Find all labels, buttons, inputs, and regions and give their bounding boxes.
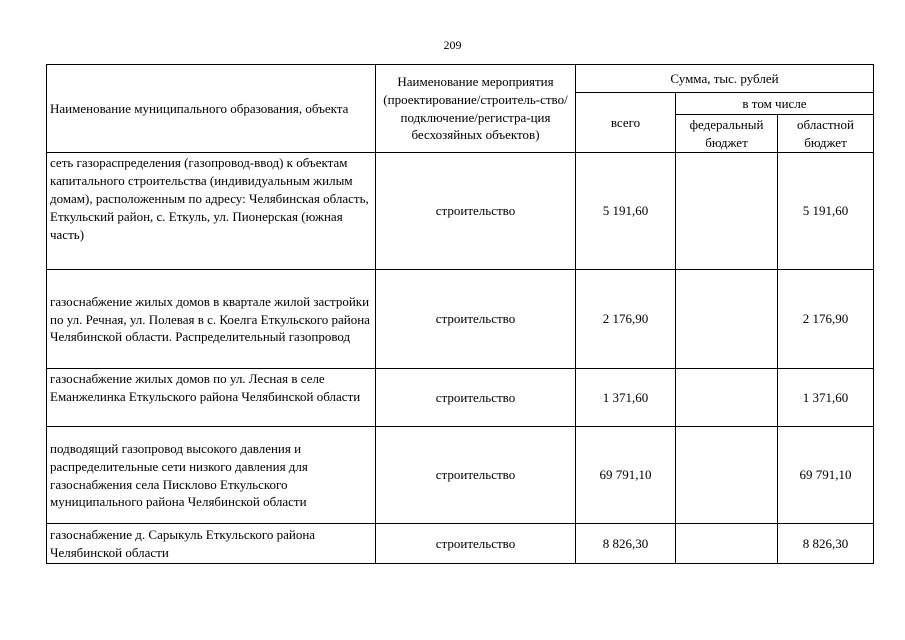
regional-cell: 5 191,60 [778, 153, 874, 270]
federal-cell [676, 270, 778, 369]
event-cell: строительство [376, 427, 576, 524]
federal-cell [676, 369, 778, 427]
object-name-cell: газоснабжение жилых домов по ул. Лесная в селе Еманжелинка Еткульского района Челябинской области [47, 369, 376, 427]
header-sum-cell: Сумма, тыс. рублей [576, 65, 874, 93]
total-cell: 8 826,30 [576, 524, 676, 564]
object-name-cell: подводящий газопровод высокого давления и распределительные сети низкого давления для газоснабжения села Пискловo Еткульского муниципального района Челябинской области [47, 427, 376, 524]
regional-cell: 1 371,60 [778, 369, 874, 427]
regional-cell: 2 176,90 [778, 270, 874, 369]
event-cell: строительство [376, 524, 576, 564]
table-row [47, 270, 874, 369]
total-cell: 2 176,90 [576, 270, 676, 369]
header-name-cell: Наименование муниципального образования, объекта [47, 65, 376, 153]
header-federal-cell: федеральный бюджет [676, 115, 778, 153]
object-name-cell: газоснабжение д. Сарыкуль Еткульского района Челябинской области [47, 524, 376, 564]
header-incl-cell: в том числе [676, 93, 874, 115]
table-row [47, 427, 874, 524]
header-event-cell: Наименование мероприятия (проектирование/строитель-ство/подключение/регистра-ция бесхозяйных объектов) [376, 65, 576, 153]
table-row [47, 369, 874, 427]
funding-table [46, 64, 874, 564]
header-regional-cell: областной бюджет [778, 115, 874, 153]
header-total-cell: всего [576, 93, 676, 153]
event-cell: строительство [376, 153, 576, 270]
total-cell: 1 371,60 [576, 369, 676, 427]
event-cell: строительство [376, 369, 576, 427]
federal-cell [676, 427, 778, 524]
regional-cell: 8 826,30 [778, 524, 874, 564]
table-row [47, 153, 874, 270]
page-number: 209 [443, 38, 462, 52]
federal-cell [676, 524, 778, 564]
header-row-1 [47, 65, 874, 93]
table-row [47, 524, 874, 564]
object-name-cell: сеть газораспределения (газопровод-ввод) к объектам капитального строительства (индивидуальным жилым домам), расположенным по адресу: Челябинская область, Еткульский район, с. Еткуль, ул. Пионерская (южная часть) [47, 153, 376, 270]
federal-cell [676, 153, 778, 270]
event-cell: строительство [376, 270, 576, 369]
object-name-cell: газоснабжение жилых домов в квартале жилой застройки по ул. Речная, ул. Полевая в с. Коелга Еткульского района Челябинской области. Распределительный газопровод [47, 270, 376, 369]
total-cell: 5 191,60 [576, 153, 676, 270]
regional-cell: 69 791,10 [778, 427, 874, 524]
total-cell: 69 791,10 [576, 427, 676, 524]
